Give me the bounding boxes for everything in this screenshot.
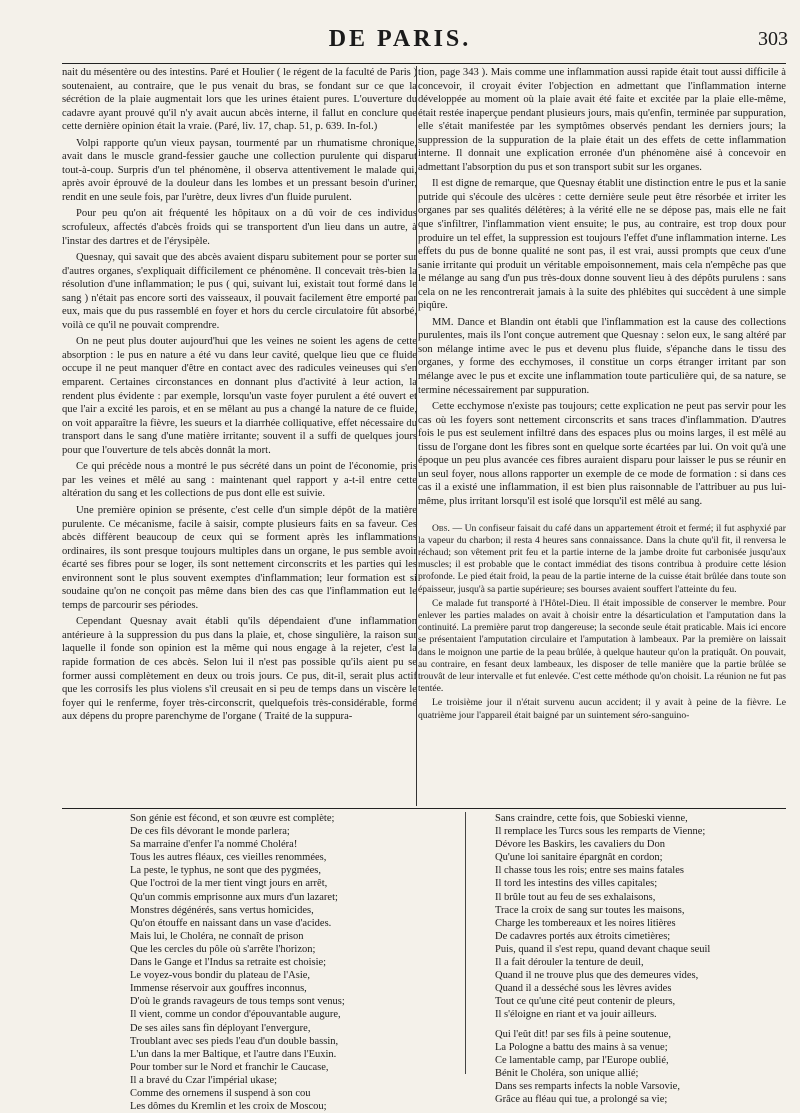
poem-line: Dans le Gange et l'Indus sa retraite est choisie; [130, 957, 327, 969]
poem-line: Qu'on étouffe en naissant dans un vase d'acides. [130, 917, 332, 929]
observation-text: Ce malade fut transporté à l'Hôtel-Dieu. Il était impossible de conserver le membre. Pour enlever les parties malades on avait à choisir entre la désarticulation et l'amputation dans la continuité. La première parut trop dangereuse; la seconde seule était praticable. Mais ici encore se présentaient l'amputation circulaire et l'amputation à lambeaux. Par la première on laissait dans le moignon une partie de la peau brûlée, à quelque hauteur qu'on la pratiquât. On pouvait, au contraire, en fesant deux lambeaux, les disposer de telle manière que la partie brûlée se trouvât de leur intervalle et fut enlevée. C'est cette méthode qu'on choisit. La réunion ne fut pas tentée. [418, 597, 786, 695]
paragraph: Pour peu qu'on ait fréquenté les hôpitaux on a dû voir de ces individus scrofuleux, affectés d'abcès froids qui se transportent d'un lieu dans un autre, à l'instar des dartres et de l'érysipèle. [62, 208, 417, 247]
page-number: 303 [758, 28, 788, 50]
paragraph: Une première opinion se présente, c'est celle d'un simple dépôt de la matière purulente. Ce mécanisme, facile à saisir, compte plusieurs faits en sa faveur. Ces abcès diffèrent beaucoup de ceux qui se forment après les inflammations ordinaires, ils sont presque toujours multiples dans un organe, le pus semble avoir écarté ses fibres pour se loger, ils sont nettement circonscrits et les parties qui les environnent sont le plus souvent exemptes d'inflammation; leur formation est si soudaine qu'on ne conçoit pas même dans bien des cas que l'inflammation eut le temps de parcourir ses périodes. [62, 504, 417, 611]
poem-line: Troublant avec ses pieds l'eau d'un double bassin, [130, 1035, 339, 1047]
poem-line: Il brûle tout au feu de ses exhalaisons, [495, 891, 656, 903]
poem-divider [465, 812, 466, 1074]
poem-line: Tous les autres fléaux, ces vieilles renommées, [130, 852, 327, 864]
poem-line: D'où le grands ravageurs de tous temps sont venus; [130, 996, 345, 1008]
poem-line: Qui l'eût dit! par ses fils à peine soutenue, [495, 1028, 671, 1040]
poem-line: Dans ses remparts infects la noble Varsovie, [495, 1080, 680, 1092]
poem-line: Immense réservoir aux gouffres inconnus, [130, 983, 307, 995]
poem-line: Qu'une loi sanitaire épargnât en cordon; [495, 852, 663, 864]
poem-left-column [130, 812, 430, 1113]
poem-line: Il a fait dérouler la tenture de deuil, [495, 957, 644, 969]
poem-line: Il chasse tous les rois; entre ses mains fatales [495, 865, 684, 877]
poem-line: Il s'éloigne en riant et va jouir ailleurs. [495, 1009, 657, 1021]
paragraph: Il est digne de remarque, que Quesnay établit une distinction entre le pus et la sanie putride qui s'écoule des ulcères : cette dernière seule peut être résorbée et irriter les organes par ses qualités délétères; à la vérité elle ne se dépose pas, mais elle ne fait que s'infiltrer, l'inflammation vient ensuite; le pus, au contraire, est trop doux pour produire un tel effet, la suppression est toujours l'effet d'une inflammation interne. Les effets du pus de bonne qualité ne sont pas, il est vrai, aussi prompts que ceux d'une sanie irritante qui produit un véritable empoisonnement, mais cela n'empêche pas que le mélange au sang d'un pus très-doux donne souvent lieu à des dépôts purulens : sans cela on ne les rencontrerait jamais à la suite des phlébites qui succèdent à une simple piqûre. [418, 178, 786, 312]
poem-line: Mais lui, le Choléra, ne connaît de prison [130, 930, 304, 942]
poem-line: La peste, le typhus, ne sont que des pygmées, [130, 865, 321, 877]
poem-right-column [495, 812, 795, 1106]
paragraph: Ce qui précède nous a montré le pus sécrété dans un point de l'économie, pris par les veines et mêlé au sang : maintenant quel rapport y a-t-il entre cette altération du sang et les collections de pus dont elle est suivie. [62, 461, 417, 500]
observation-note [418, 523, 786, 722]
poem-line: Bénit le Choléra, son unique allié; [495, 1067, 639, 1079]
poem-line: Tout ce qu'une cité peut contenir de pleurs, [495, 996, 676, 1008]
poem-line: De ces fils dévorant le monde parlera; [130, 826, 290, 838]
poem-line: De cadavres portés aux étroits cimetières; [495, 930, 671, 942]
poem-line: Monstres dégénérés, sans vertus homicides, [130, 904, 314, 916]
paragraph: Quesnay, qui savait que des abcès avaient disparu subitement pour se porter sur d'autres organes, s'expliquait difficilement ce phénomène. Il concevait très-bien la résolution d'une inflammation; le pus ( qui, suivant lui, existait tout formé dans le sang ) n'était pas encore sorti des vaisseaux, il pouvait facilement être emporté par eux, mais que du pus rassemblé en foyer et hors du cercle circulatoire fût absorbé, voilà ce qu'il ne pouvait comprendre. [62, 252, 417, 331]
poem-line: Son génie est fécond, et son œuvre est complète; [130, 813, 335, 824]
poem-line: Quand il a desséché sous les lèvres avides [495, 983, 672, 995]
observation-text: Le troisième jour il n'était survenu aucun accident; il y avait à peine de la fièvre. Le quatrième jour l'appareil était baigné par un suintement séro-sanguino- [418, 697, 786, 721]
poem-line: Sans craindre, cette fois, que Sobieski vienne, [495, 813, 688, 824]
feuilleton-rule [62, 808, 786, 809]
poem-line: Sa marraine d'enfer l'a nommé Choléra! [130, 839, 298, 851]
column-divider [416, 66, 417, 806]
right-column [418, 66, 786, 806]
page-header [0, 20, 800, 60]
poem-line: La Pologne a battu des mains à sa venue; [495, 1041, 668, 1053]
poem-line: Grâce au fléau qui tue, a prolongé sa vie; [495, 1093, 668, 1105]
paragraph: Cependant Quesnay avait établi qu'ils dépendaient d'une inflammation antérieure à la suppression du pus dans la plaie, et, chose singulière, la raison sur laquelle il fonde son opinion est la même qui nous engage à la rejeter, c'est la rapide formation de ces abcès. Selon lui il n'est pas possible qu'ils aient pu se former aussi complètement en deux ou trois jours. Ce pus, dit-il, serait plus actif que les corrosifs les plus violens s'il creusait en si peu de temps dans un viscère le foyer qui le renferme, foyer très-circonscrit, quelquefois très-considérable, formé aux dépens du propre parenchyme de l'organe ( Traité de la suppura- [62, 616, 417, 723]
poem-line: Charge les tombereaux et les noires litières [495, 917, 676, 929]
poem-line: Quand il ne trouve plus que des demeures vides, [495, 970, 699, 982]
poem-line: Trace la croix de sang sur toutes les maisons, [495, 904, 685, 916]
paragraph: MM. Dance et Blandin ont établi que l'inflammation est la cause des collections purulentes, mais ils l'ont conçue autrement que Quesnay : selon eux, le sang altéré par son mélange intime avec le pus et devenu plus fluide, s'épanche dans le tissu des organes, y forme des ecchymoses, il constitue un corps étranger irritant par son mélange avec le pus et excite une inflammation toute particulière qui, de sa nature, se termine nécessairement par suppuration. [418, 316, 786, 396]
header-rule [62, 63, 786, 64]
poem-line: Qu'un commis emprisonne aux murs d'un lazaret; [130, 891, 338, 903]
paragraph: On ne peut plus douter aujourd'hui que les veines ne soient les agens de cette absorption : le pus en nature a été vu dans leur cavité, quelque lieu que ce fluide occupe il ne peut manquer d'être en contact avec des radicules veineuses qui s'en emparent. Certaines circonstances en donnant plus d'activité à leur action, la rendent plus évidente : par exemple, lorsqu'un vaste foyer purulent a été ouvert et que l'air a excité les parois, et en se mêlant au pus a changé la nature de ce fluide, on voit apparaître la fièvre, les sueurs et la diarrhée colliquative, effet nécessaire du transport dans le sang d'une matière irritante; souvent il a suffi de quelques jours pour que l'ouverture de tels abcès donnât la mort. [62, 336, 417, 456]
poem-line: Pour tomber sur le Nord et franchir le Caucase, [130, 1061, 329, 1073]
poem-line: Puis, quand il s'est repu, quand devant chaque seuil [495, 943, 711, 955]
poem-line: Il vient, comme un condor d'épouvantable augure, [130, 1009, 341, 1021]
poem-line: Le voyez-vous bondir du plateau de l'Asie, [130, 970, 311, 982]
left-column [62, 66, 417, 806]
poem-line: Les dômes du Kremlin et les croix de Moscou; [130, 1101, 327, 1113]
poem-line: Il remplace les Turcs sous les remparts de Vienne; [495, 826, 706, 838]
paragraph: Cette ecchymose n'existe pas toujours; cette explication ne peut pas servir pour les cas où les foyers sont nettement circonscrits et sans traces d'inflammation. D'autres fois le pus est seulement infiltré dans des espaces plus ou moins larges, il est mêlé au tissu de l'organe dont les fibres sont en quelque sorte écartées par lui. On voit qu'à une époque un peu plus avancée ces fibres auraient disparu pour laisser le pus se réunir en un seul foyer, nous allons rapporter un exemple de ce mode de formation : si dans ces cas il a existé une inflammation, il est bien plus raisonnable de l'attribuer au pus lui-même, plus irritant lorsqu'il est isolé que lorsqu'il est mêlé au sang. [418, 401, 786, 507]
poem-line: Ce lamentable camp, par l'Europe oublié, [495, 1054, 669, 1066]
poem-line: L'un dans la mer Baltique, et l'autre dans l'Euxin. [130, 1048, 337, 1060]
poem-line: De ses ailes sans fin déployant l'envergure, [130, 1022, 311, 1034]
poem-line: Il a bravé du Czar l'impérial ukase; [130, 1074, 278, 1086]
running-title: DE PARIS. [328, 26, 472, 52]
paragraph: tion, page 343 ). Mais comme une inflammation aussi rapide était tout aussi difficile à concevoir, il croyait éviter l'objection en admettant que l'inflammation interne développée au moment où la plaie avait été faite et excitée par la plaie elle-même, était restée inaperçue pendant plusieurs jours, mais qu'enfin, terminée par suppuration, elle s'était manifestée par les symptômes observés pendant les derniers jours; la suppression de la suppuration de la plaie était un des effets de cette inflammation interne. Il donnait une explication erronée d'un phénomène aisé à concevoir en admettant l'absorption du pus et son transport subit sur les organes. [418, 67, 786, 173]
observation-text: — Un confiseur faisait du café dans un appartement étroit et fermé; il fut asphyxié par la vapeur du charbon; il resta 4 heures sans connaissance. Dans la chute qu'il fit, il renversa le réchaud; son vêtement prit feu et la partie interne de la jambe droite fut carbonisée jusqu'aux muscles; il est probable que le contact immédiat des tisons contribua à produire cette lésion profonde. Le pied était froid, la peau de la partie interne de la cuisse était brûlée dans toute son épaisseur, jusqu'à sa partie supérieure; ses bourses avaient souffert l'atteinte du feu. [418, 522, 786, 595]
poem-line: Que les cercles du pôle où s'arrête l'horizon; [130, 943, 316, 955]
paragraph: nait du mésentère ou des intestins. Paré et Houlier ( le régent de la faculté de Paris ) soutenaient, au contraire, que le pus venait du bras, se fondant sur ce que la sécrétion de la plaie augmentait lors que les urines étaient pures. L'ouverture du cadavre ayant prouvé qu'il n'y avait aucun abcès interne, il fallut en conclure que cette dernière opinion était la vraie. (Paré, liv. 17, chap. 51, p. 639. In-fol.) [62, 67, 417, 133]
poem-line: Il tord les intestins des villes capitales; [495, 878, 658, 890]
paragraph: Volpi rapporte qu'un vieux paysan, tourmenté par un rhumatisme chronique, avait dans le muscle grand-fessier gauche une collection purulente qui disparut tout-à-coup. Surpris d'un tel phénomène, il observa attentivement le malade qui, après avoir éprouvé de la douleur dans les lombes et un pressant besoin d'uriner, rendit en une seule fois, par l'urètre, deux livres d'un fluide purulent. [62, 137, 417, 203]
poem-line: Comme des ornemens il suspend à son cou [130, 1087, 311, 1099]
poem-line: Dévore les Baskirs, les cavaliers du Don [495, 839, 665, 851]
poem-line: Que l'octroi de la mer tient vingt jours en arrêt, [130, 878, 328, 890]
observation-label: Obs. [432, 522, 450, 534]
